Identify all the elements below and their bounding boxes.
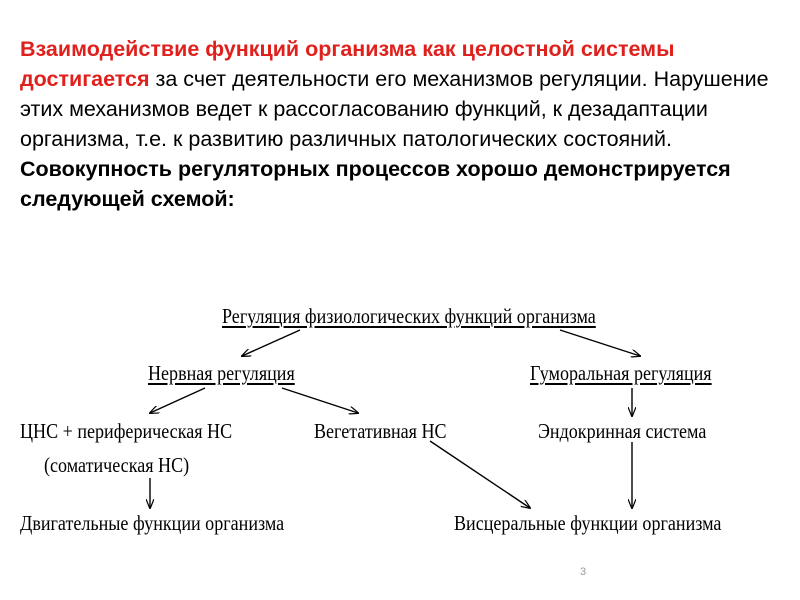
intro-body: за счет деятельности его механизмов регуляции. Нарушение этих механизмов ведет к рассогласованию функций, к дезадаптации организма, т.е. к развитию различных патологических состояний. bbox=[20, 67, 769, 151]
intro-conclusion: Совокупность регуляторных процессов хорошо демонстрируется следующей схемой: bbox=[20, 157, 731, 211]
node-humoral: Гуморальная регуляция bbox=[530, 361, 712, 385]
node-cns-somatic: (соматическая НС) bbox=[44, 453, 190, 477]
intro-highlight: Взаимодействие функций организма как целостной системы достигается bbox=[20, 37, 675, 91]
node-vegetative: Вегетативная НС bbox=[314, 419, 447, 443]
arrow-vegetative-to-visceral bbox=[430, 441, 530, 508]
arrow-root-to-nervous bbox=[242, 330, 300, 356]
node-motor: Двигательные функции организма bbox=[20, 511, 285, 535]
page-number: 3 bbox=[580, 566, 587, 578]
arrow-root-to-humoral bbox=[560, 330, 640, 356]
node-endocrine: Эндокринная система bbox=[538, 419, 707, 443]
node-root: Регуляция физиологических функций организма bbox=[222, 304, 596, 328]
node-visceral: Висцеральные функции организма bbox=[454, 511, 722, 535]
node-nervous: Нервная регуляция bbox=[148, 361, 295, 385]
arrow-nervous-to-cns bbox=[150, 388, 205, 413]
node-cns: ЦНС + периферическая НС bbox=[20, 419, 233, 443]
arrow-nervous-to-vegetative bbox=[282, 388, 358, 413]
